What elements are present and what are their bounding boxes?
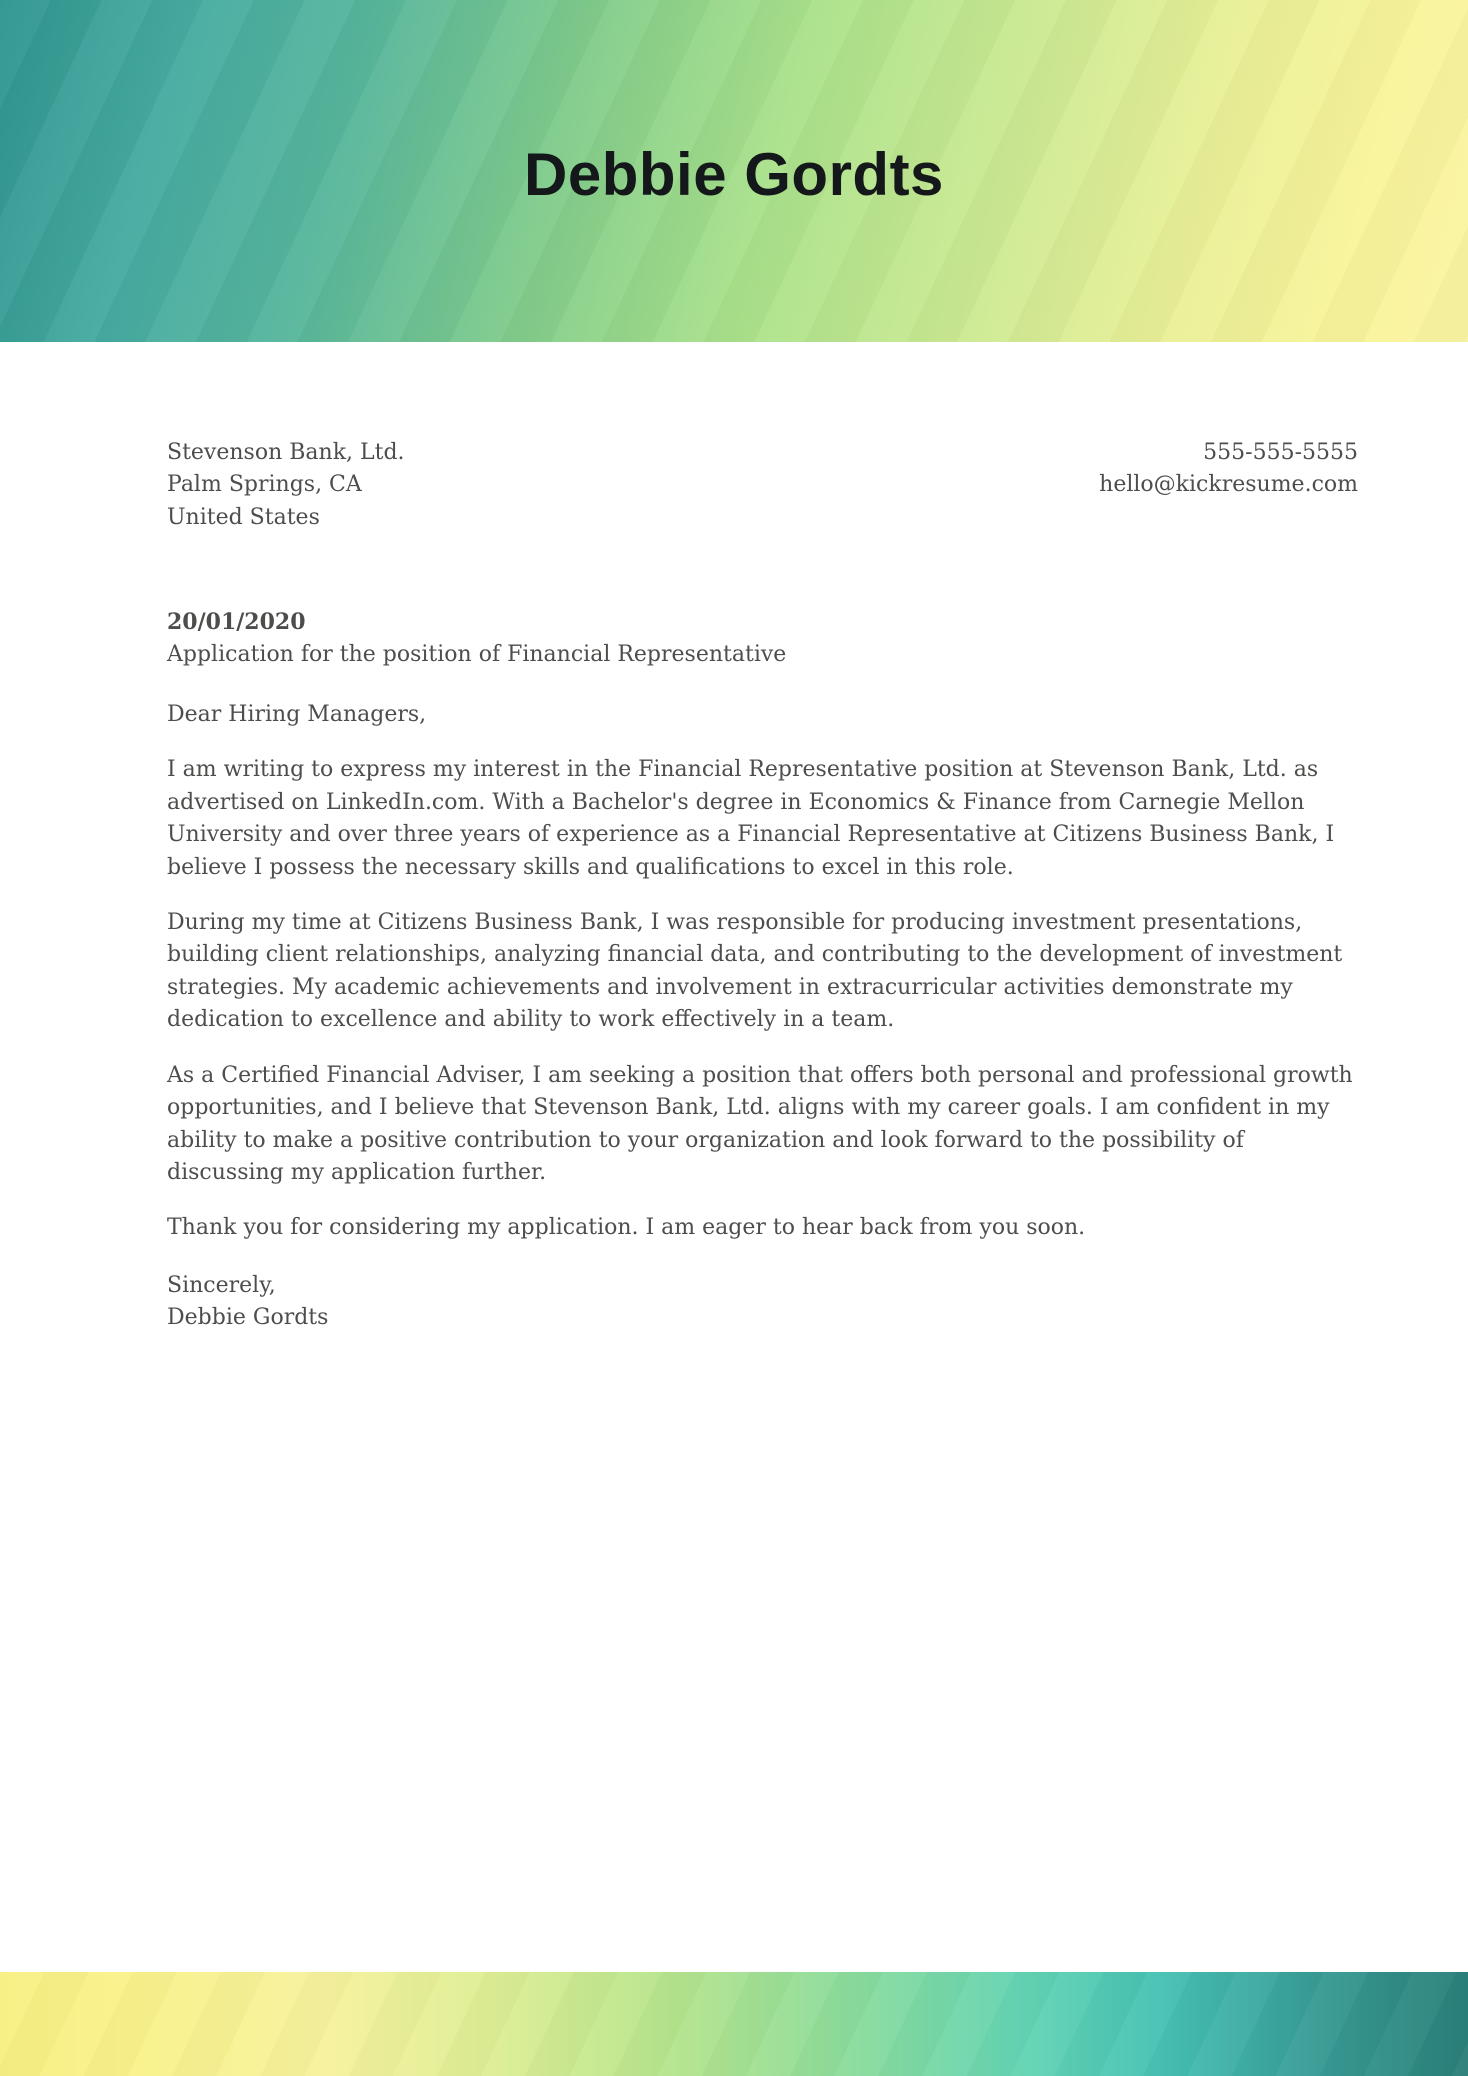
sender-contact xyxy=(1099,437,1358,502)
applicant-name: Debbie Gordts xyxy=(524,140,944,208)
body-paragraph-2: During my time at Citizens Business Bank, I was responsible for producing investment presentations, building client relationships, analyzing financial data, and contributing to the development of investment strategies. My academic achievements and involvement in extracurricular activities demonstrate my dedication to excellence and ability to work effectively in a team. xyxy=(167,910,1343,1033)
body-paragraph-1: I am writing to express my interest in the Financial Representative position at Stevenson Bank, Ltd. as advertised on LinkedIn.com. With a Bachelor's degree in Economics & Finance from Carnegie Mellon University and over three years of experience as a Financial Representative at Citizens Business Bank, I believe I possess the necessary skills and qualifications to excel in this role. xyxy=(167,757,1335,880)
letter-header xyxy=(0,0,1468,342)
recipient-company: Stevenson Bank, Ltd. xyxy=(167,440,405,465)
letter-date: 20/01/2020 xyxy=(167,609,306,636)
letter-content xyxy=(0,342,1468,1335)
closing-phrase: Sincerely, xyxy=(167,1272,276,1298)
closing-block xyxy=(167,1270,1358,1335)
date-subject-block xyxy=(167,606,1358,671)
body-paragraph-4: Thank you for considering my application. I am eager to hear back from you soon. xyxy=(167,1215,1086,1241)
address-row xyxy=(167,437,1358,534)
recipient-country: United States xyxy=(167,504,320,530)
recipient-city: Palm Springs, CA xyxy=(167,472,362,498)
contact-phone: 555-555-5555 xyxy=(1203,440,1358,465)
letter-subject: Application for the position of Financial Representative xyxy=(167,641,787,667)
letter-footer xyxy=(0,1972,1468,2076)
recipient-address xyxy=(167,437,405,534)
salutation: Dear Hiring Managers, xyxy=(167,702,427,728)
body-paragraph-3: As a Certified Financial Adviser, I am seeking a position that offers both personal and professional growth opportunities, and I believe that Stevenson Bank, Ltd. aligns with my career goals. I am confident in my ability to make a positive contribution to your organization and look forward to the possibility of discussing my application further. xyxy=(167,1062,1353,1185)
contact-email: hello@kickresume.com xyxy=(1099,472,1358,498)
signature-name: Debbie Gordts xyxy=(167,1305,329,1331)
